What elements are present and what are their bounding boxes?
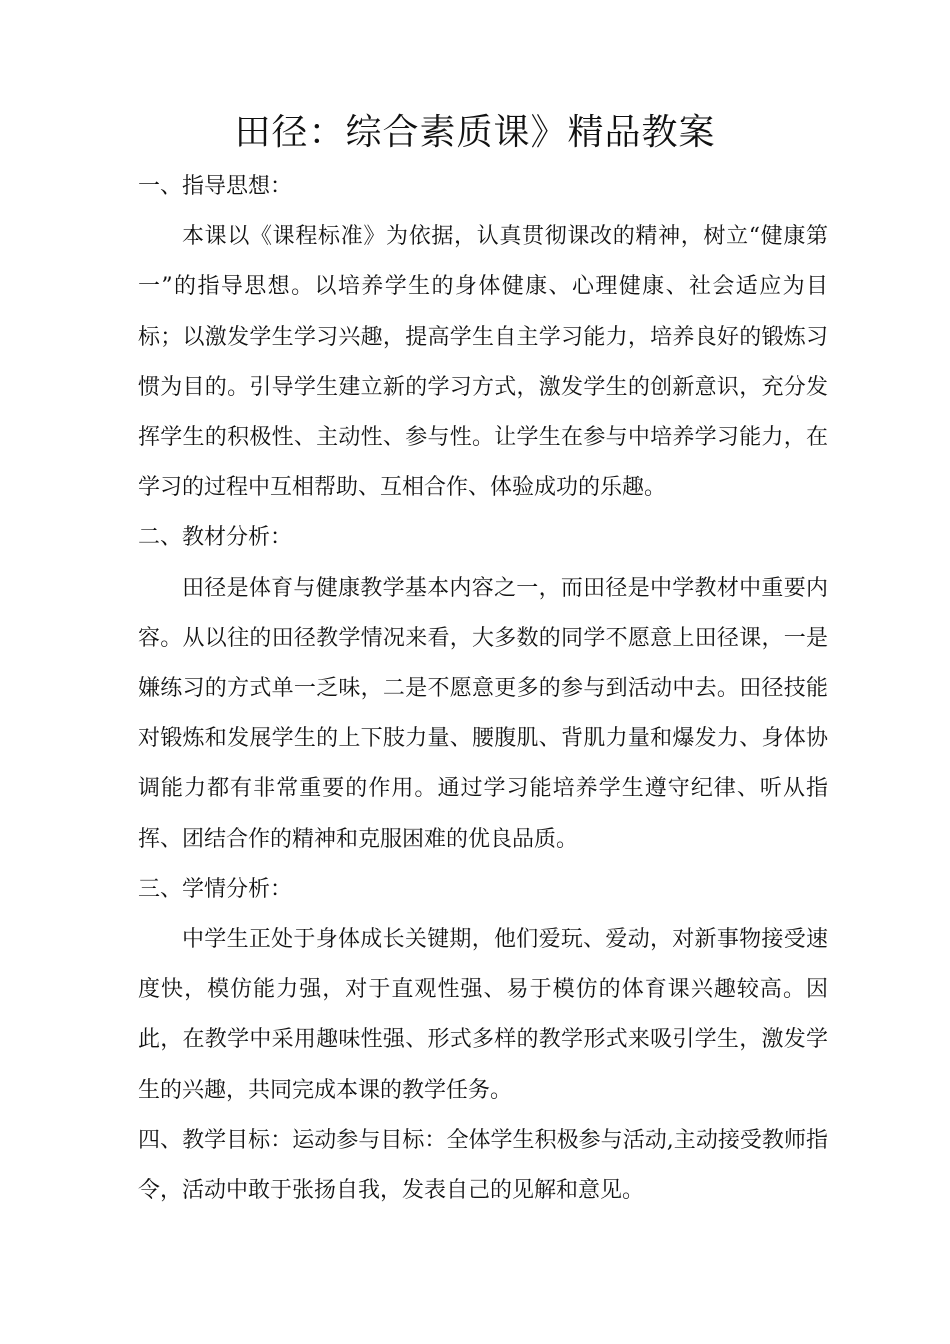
section-paragraph-guiding-ideology: 本课以《课程标准》为依据，认真贯彻课改的精神，树立“健康第一”的指导思想。以培养学生的身体健康、心理健康、社会适应为目标；以激发学生学习兴趣，提高学生自主学习能力，培养良好的锻炼习惯为目的。引导学生建立新的学习方式，激发学生的创新意识，充分发挥学生的积极性、主动性、参与性。让学生在参与中培养学习能力，在学习的过程中互相帮助、互相合作、体验成功的乐趣。 (138, 224, 828, 501)
section-heading-student-analysis: 三、学情分析： (138, 876, 293, 902)
section-paragraph-material-analysis: 田径是体育与健康教学基本内容之一，而田径是中学教材中重要内容。从以往的田径教学情况来看，大多数的同学不愿意上田径课，一是嫌练习的方式单一乏味，二是不愿意更多的参与到活动中去。田径技能对锻炼和发展学生的上下肢力量、腰腹肌、背肌力量和爆发力、身体协调能力都有非常重要的作用。通过学习能培养学生遵守纪律、听从指挥、团结合作的精神和克服困难的优良品质。 (138, 575, 828, 852)
section-heading-teaching-goals: 四、教学目标：运动参与目标：全体学生积极参与活动,主动接受教师指令，活动中敢于张扬自我，发表自己的见解和意见。 (138, 1127, 828, 1204)
section-paragraph-student-analysis: 中学生正处于身体成长关键期，他们爱玩、爱动，对新事物接受速度快，模仿能力强，对于直观性强、易于模仿的体育课兴趣较高。因此，在教学中采用趣味性强、形式多样的教学形式来吸引学生，激发学生的兴趣，共同完成本课的教学任务。 (138, 927, 828, 1103)
section-heading-guiding-ideology: 一、指导思想： (138, 174, 293, 199)
section-heading-material-analysis: 二、教材分析： (138, 525, 293, 551)
document-body (138, 162, 828, 1216)
document-title: 田径：综合素质课》精品教案 (234, 112, 716, 153)
